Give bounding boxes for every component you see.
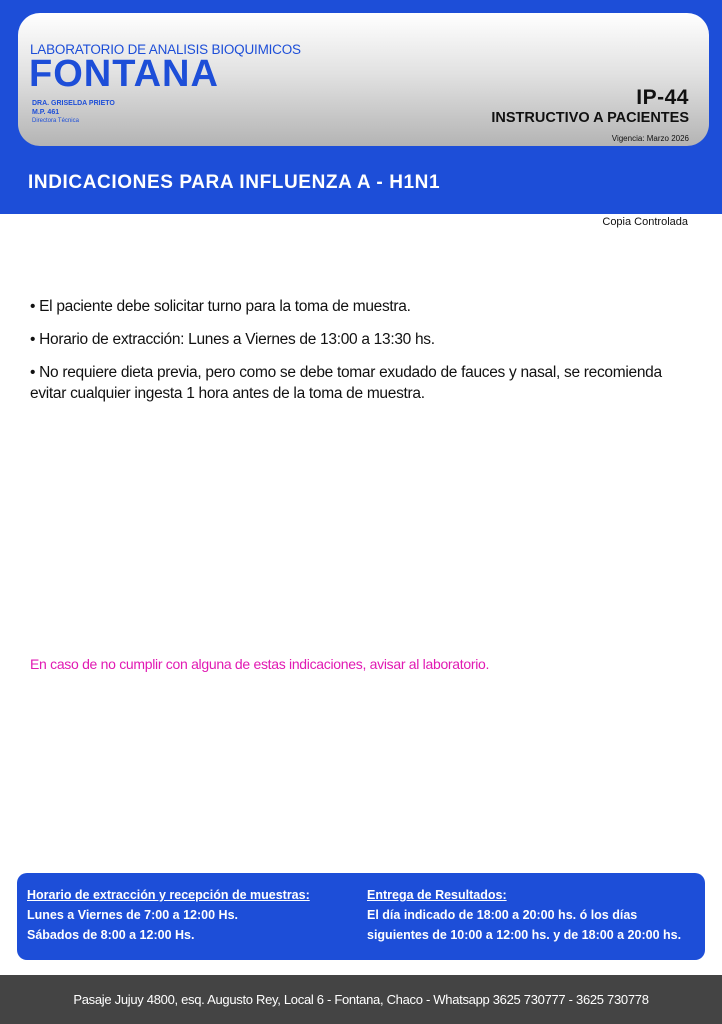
validity-date: Vigencia: Marzo 2026	[611, 134, 689, 143]
lab-logo-name: FONTANA	[29, 53, 219, 95]
controlled-copy-label: Copia Controlada	[602, 216, 688, 228]
warning-note: En caso de no cumplir con alguna de estas indicaciones, avisar al laboratorio.	[30, 656, 490, 672]
document-type: INSTRUCTIVO A PACIENTES	[491, 110, 689, 126]
indication-item: • No requiere dieta previa, pero como se debe tomar exudado de fauces y nasal, se recomienda evitar cualquier ingesta 1 hora antes de la toma de muestra.	[30, 364, 662, 402]
lab-subtitle: LABORATORIO DE ANALISIS BIOQUIMICOS	[30, 42, 301, 57]
results-delivery-heading: Entrega de Resultados:	[367, 888, 507, 902]
extraction-schedule-line: Lunes a Viernes de 7:00 a 12:00 Hs.	[27, 908, 238, 922]
director-license: M.P. 461	[32, 109, 60, 116]
address-bar	[0, 975, 722, 1024]
document-code: IP-44	[636, 86, 689, 109]
indication-item: • Horario de extracción: Lunes a Viernes de 13:00 a 13:30 hs.	[30, 331, 435, 348]
indications-list	[30, 296, 690, 416]
extraction-schedule-heading: Horario de extracción y recepción de muestras:	[27, 888, 310, 902]
extraction-schedule-line: Sábados de 8:00 a 12:00 Hs.	[27, 928, 195, 942]
director-role: Directora Técnica	[32, 118, 79, 124]
schedule-box	[17, 873, 705, 960]
director-name: DRA. GRISELDA PRIETO	[32, 100, 115, 107]
page-title: INDICACIONES PARA INFLUENZA A - H1N1	[28, 172, 441, 193]
results-delivery-line: El día indicado de 18:00 a 20:00 hs. ó los días	[367, 908, 638, 922]
results-delivery-line: siguientes de 10:00 a 12:00 hs. y de 18:00 a 20:00 hs.	[367, 928, 682, 942]
address-text: Pasaje Jujuy 4800, esq. Augusto Rey, Local 6 - Fontana, Chaco - Whatsapp 3625 730777 - 3625 730778	[73, 992, 649, 1007]
results-delivery	[367, 885, 681, 945]
extraction-schedule	[27, 885, 310, 945]
header-card	[18, 13, 709, 146]
indication-item: • El paciente debe solicitar turno para la toma de muestra.	[30, 298, 411, 315]
